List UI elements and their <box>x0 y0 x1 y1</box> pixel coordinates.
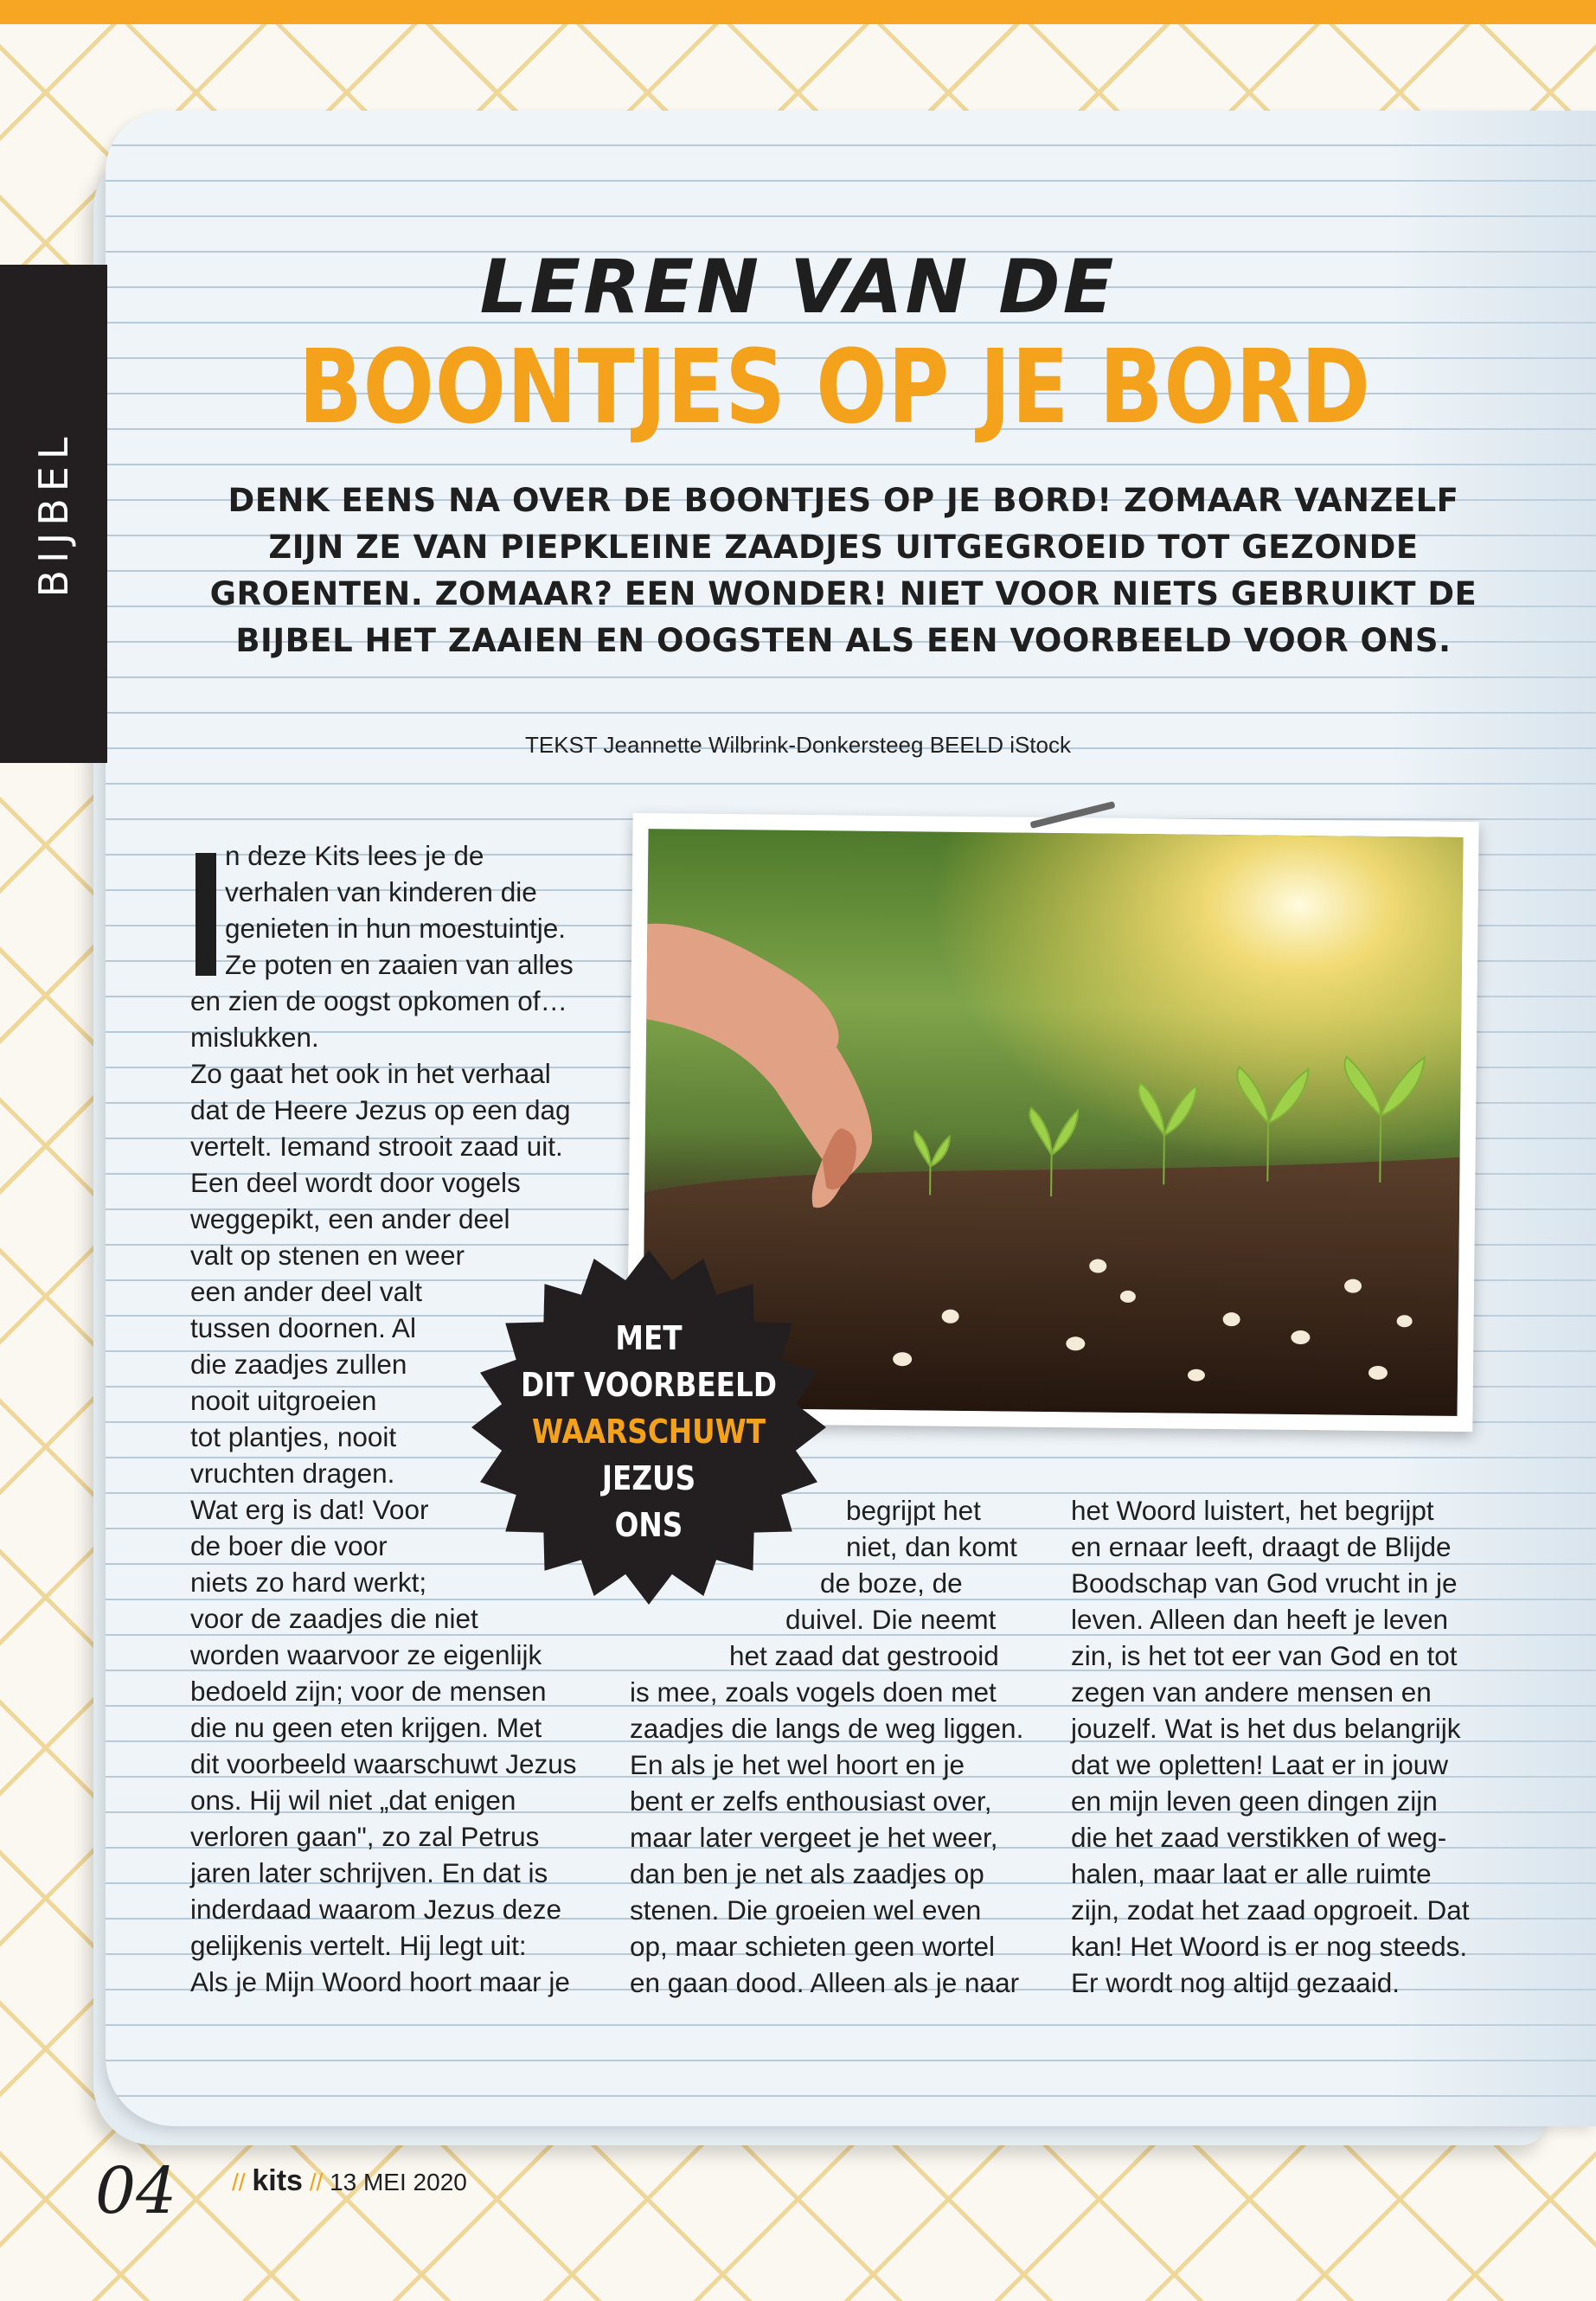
body-text-line: dat de Heere Jezus op een dag <box>190 1094 571 1125</box>
body-text-line: Wat erg is dat! Voor <box>190 1494 429 1525</box>
pull-quote-line-4: JEZUS <box>601 1459 696 1497</box>
body-text-line: op, maar schieten geen wortel <box>630 1931 995 1962</box>
body-text-line: worden waarvoor ze eigenlijk <box>190 1639 542 1670</box>
body-text-line: kan! Het Woord is er nog steeds. <box>1071 1931 1468 1962</box>
body-text-line: Als je Mijn Woord hoort maar je <box>190 1966 570 1997</box>
body-text-line: leven. Alleen dan heeft je leven <box>1071 1604 1449 1635</box>
body-text-line: dan ben je net als zaadjes op <box>630 1858 984 1889</box>
body-text-line: die zaadjes zullen <box>190 1349 407 1380</box>
body-text-line: die nu geen eten krijgen. Met <box>190 1712 542 1743</box>
article-kicker: LEREN VAN DE <box>479 244 1117 330</box>
body-text-line: mislukken. <box>190 1022 319 1053</box>
body-text-line: n deze Kits lees je de <box>225 840 484 871</box>
body-text-line: duivel. Die neemt <box>785 1604 997 1635</box>
article-title: BOONTJES OP JE BORD <box>298 327 1371 446</box>
body-text-line: niets zo hard werkt; <box>190 1567 427 1598</box>
section-tab-label: BIJBEL <box>30 430 77 598</box>
body-text-line: Ze poten en zaaien van alles <box>225 949 574 980</box>
body-text-line: verloren gaan", zo zal Petrus <box>190 1821 540 1852</box>
body-text-line: tot plantjes, nooit <box>190 1421 397 1452</box>
body-text-line: voor de zaadjes die niet <box>190 1603 478 1634</box>
body-text-line: bedoeld zijn; voor de mensen <box>190 1676 547 1707</box>
body-text-line: begrijpt het <box>846 1495 981 1526</box>
body-text-line: de boer die voor <box>190 1530 388 1561</box>
footer-slash: // <box>309 2169 324 2195</box>
body-text-line: en ernaar leeft, draagt de Blijde <box>1071 1531 1452 1562</box>
body-text-line: het Woord luistert, het begrijpt <box>1071 1495 1434 1526</box>
body-text-line: stenen. Die groeien wel even <box>630 1894 982 1926</box>
body-text-line: zin, is het tot eer van God en tot <box>1071 1640 1458 1671</box>
body-text-line: tussen doornen. Al <box>190 1312 416 1343</box>
body-text-line: en gaan dood. Alleen als je naar <box>630 1967 1020 1998</box>
body-text-line: inderdaad waarom Jezus deze <box>190 1894 562 1925</box>
page-number: 04 <box>95 2154 177 2228</box>
body-text-line: vruchten dragen. <box>190 1458 395 1489</box>
top-accent-bar <box>0 0 1596 24</box>
body-text-line: die het zaad verstikken of weg- <box>1071 1822 1447 1853</box>
body-text-line: is mee, zoals vogels doen met <box>630 1676 997 1708</box>
body-text-line: het zaad dat gestrooid <box>729 1640 999 1671</box>
body-text-line: vertelt. Iemand strooit zaad uit. <box>190 1131 563 1162</box>
pull-quote-line-2: DIT VOORBEELD <box>521 1366 777 1404</box>
body-text-line: halen, maar laat er alle ruimte <box>1071 1858 1432 1889</box>
body-text-line: dat we opletten! Laat er in jouw <box>1071 1749 1449 1780</box>
article-intro: DENK EENS NA OVER DE BOONTJES OP JE BORD! ZOMAAR VANZELF ZIJN ZE VAN PIEPKLEINE ZAADJES UITGEGROEID TOT GEZONDE GROENTEN. ZOMAAR? EEN WONDER! NIET VOOR NIETS GEBRUIKT DE BIJBEL HET ZAAIEN EN OOGSTEN ALS EEN VOORBEELD VOOR ONS. <box>209 482 1477 659</box>
body-text-line: niet, dan komt <box>846 1531 1017 1562</box>
body-text-line: maar later vergeet je het weer, <box>630 1822 998 1853</box>
body-text-line: en mijn leven geen dingen zijn <box>1071 1785 1438 1817</box>
body-text-line: gelijkenis vertelt. Hij legt uit: <box>190 1930 527 1961</box>
body-text-line: jouzelf. Wat is het dus belangrijk <box>1071 1713 1461 1744</box>
issue-date: 13 MEI 2020 <box>330 2169 467 2195</box>
body-text-line: Een deel wordt door vogels <box>190 1167 521 1198</box>
pull-quote <box>492 1315 804 1548</box>
body-text-line: Er wordt nog altijd gezaaid. <box>1071 1967 1400 1998</box>
body-text-line: jaren later schrijven. En dat is <box>190 1857 548 1888</box>
body-text-line: zegen van andere mensen en <box>1071 1676 1432 1708</box>
magazine-brand: kits <box>252 2164 303 2197</box>
body-column-3 <box>1071 1492 1486 2001</box>
body-text-line: verhalen van kinderen die <box>225 876 537 907</box>
body-text-line: zijn, zodat het zaad opgroeit. Dat <box>1071 1894 1470 1926</box>
pull-quote-line-1: MET <box>615 1319 683 1357</box>
body-text-line: Boodschap van God vrucht in je <box>1071 1567 1458 1599</box>
body-text-line: bent er zelfs enthousiast over, <box>630 1785 992 1817</box>
body-text-line: de boze, de <box>820 1567 963 1599</box>
quote-burst <box>467 1246 830 1609</box>
body-text-line: genieten in hun moestuintje. <box>225 913 567 944</box>
body-text-line: ons. Hij wil niet „dat enigen <box>190 1785 516 1816</box>
body-text-line: valt op stenen en weer <box>190 1240 465 1271</box>
pull-quote-highlight: WAARSCHUWT <box>531 1413 766 1451</box>
article-credit: TEKST Jeannette Wilbrink-Donkersteeg BEELD iStock <box>524 732 1071 758</box>
body-text-line: een ander deel valt <box>190 1276 422 1307</box>
body-text-line: nooit uitgroeien <box>190 1385 377 1416</box>
body-text-line: weggepikt, een ander deel <box>190 1203 510 1234</box>
pull-quote-line-5: ONS <box>614 1506 683 1544</box>
body-text-line: en zien de oogst opkomen of… <box>190 985 568 1016</box>
body-text-line: zaadjes die langs de weg liggen. <box>630 1713 1024 1744</box>
body-text-line: Zo gaat het ook in het verhaal <box>190 1058 551 1089</box>
footer <box>232 2164 467 2198</box>
section-tab <box>0 265 107 763</box>
body-text-line: dit voorbeeld waarschuwt Jezus <box>190 1748 577 1779</box>
footer-slash: // <box>232 2169 246 2195</box>
body-text-line: En als je het wel hoort en je <box>630 1749 965 1780</box>
